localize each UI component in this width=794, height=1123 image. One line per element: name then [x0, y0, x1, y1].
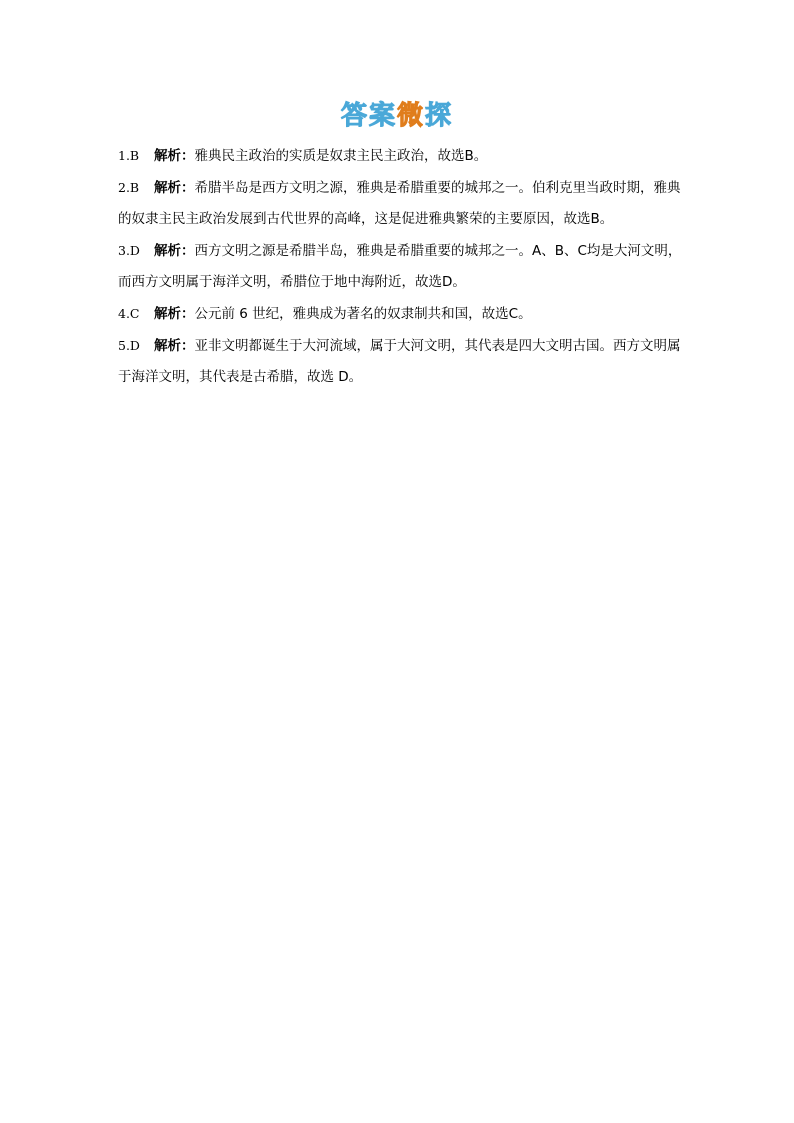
answer-item-1 — [118, 140, 683, 172]
answer-number: 2.B — [118, 180, 140, 195]
analysis-text: 雅典民主政治的实质是奴隶主民主政治，故选B。 — [194, 148, 488, 164]
analysis-text: 希腊半岛是西方文明之源，雅典是希腊重要的城邦之一。伯利克里当政时期，雅典的奴隶主民主政治发展到古代世界的高峰，这是促进雅典繁荣的主要原因，故选B。 — [118, 180, 681, 227]
answer-header-part1: 答案 — [340, 101, 397, 131]
answer-number: 1.B — [118, 148, 140, 163]
answer-item-3 — [118, 235, 683, 298]
answer-number: 5.D — [118, 338, 140, 353]
analysis-label: 解析： — [154, 338, 195, 354]
analysis-label: 解析： — [154, 306, 195, 322]
answer-item-2 — [118, 172, 683, 235]
analysis-label: 解析： — [154, 243, 195, 259]
answer-header-part2a: 微 — [396, 101, 425, 131]
analysis-label: 解析： — [154, 180, 195, 196]
analysis-text: 亚非文明都诞生于大河流域，属于大河文明，其代表是四大文明古国。西方文明属于海洋文明，其代表是古希腊，故选 D。 — [118, 338, 681, 385]
analysis-label: 解析： — [154, 148, 195, 164]
answer-header-part2b: 探 — [425, 101, 454, 131]
answer-item-5 — [118, 330, 683, 393]
answer-item-4 — [118, 298, 683, 330]
answer-list — [118, 140, 683, 393]
answer-number: 3.D — [118, 243, 140, 258]
answer-header — [0, 98, 794, 134]
analysis-text: 西方文明之源是希腊半岛，雅典是希腊重要的城邦之一。A、B、C均是大河文明，而西方文明属于海洋文明，希腊位于地中海附近，故选D。 — [118, 243, 682, 290]
answer-number: 4.C — [118, 306, 140, 321]
analysis-text: 公元前 6 世纪，雅典成为著名的奴隶制共和国，故选C。 — [194, 306, 532, 322]
